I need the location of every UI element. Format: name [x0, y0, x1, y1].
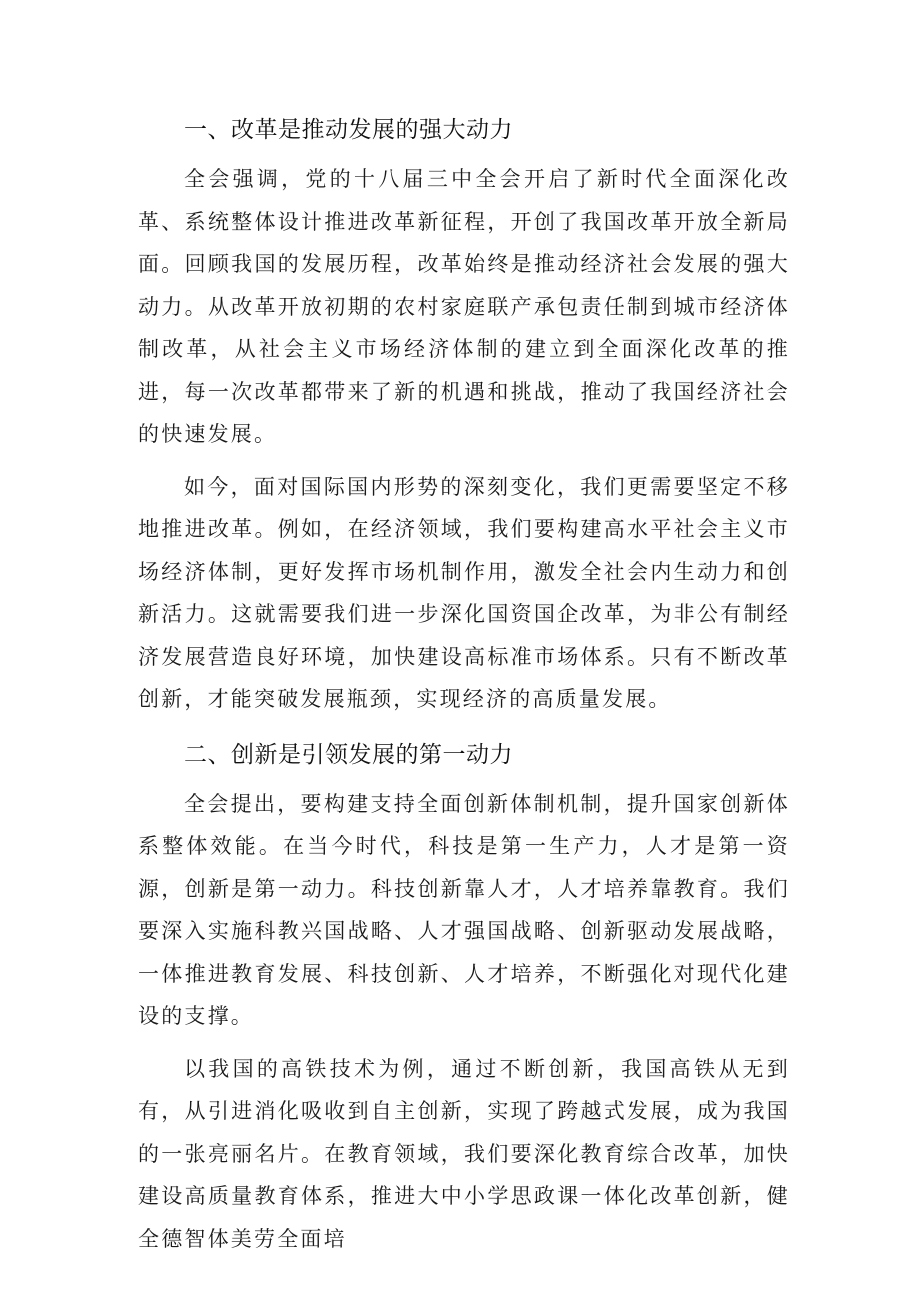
section-1-paragraph-1: 全会强调，党的十八届三中全会开启了新时代全面深化改革、系统整体设计推进改革新征程，开创了我国改革开放全新局面。回顾我国的发展历程，改革始终是推动经济社会发展的强大动力。从改革开放初期的农村家庭联产承包责任制到城市经济体制改革，从社会主义市场经济体制的建立到全面深化改革的推进，每一次改革都带来了新的机遇和挑战，推动了我国经济社会的快速发展。	[138, 167, 790, 446]
section-1-heading: 一、改革是推动发展的强大动力	[184, 117, 513, 143]
section-2-paragraph-2: 以我国的高铁技术为例，通过不断创新，我国高铁从无到有，从引进消化吸收到自主创新，实现了跨越式发展，成为我国的一张亮丽名片。在教育领域，我们要深化教育综合改革，加快建设高质量教育体系，推进大中小学思政课一体化改革创新，健全德智体美劳全面培	[138, 1056, 790, 1251]
section-2-heading: 二、创新是引领发展的第一动力	[184, 741, 513, 768]
section-2-paragraph-1: 全会提出，要构建支持全面创新体制机制，提升国家创新体系整体效能。在当今时代，科技是第一生产力，人才是第一资源，创新是第一动力。科技创新靠人才，人才培养靠教育。我们要深入实施科教兴国战略、人才强国战略、创新驱动发展战略，一体推进教育发展、科技创新、人才培养，不断强化对现代化建设的支撑。	[138, 791, 790, 1028]
section-1-paragraph-2: 如今，面对国际国内形势的深刻变化，我们更需要坚定不移地推进改革。例如，在经济领域，我们要构建高水平社会主义市场经济体制，更好发挥市场机制作用，激发全社会内生动力和创新活力。这就需要我们进一步深化国资国企改革，为非公有制经济发展营造良好环境，加快建设高标准市场体系。只有不断改革创新，才能突破发展瓶颈，实现经济的高质量发展。	[138, 474, 790, 711]
document-body	[138, 108, 790, 1260]
